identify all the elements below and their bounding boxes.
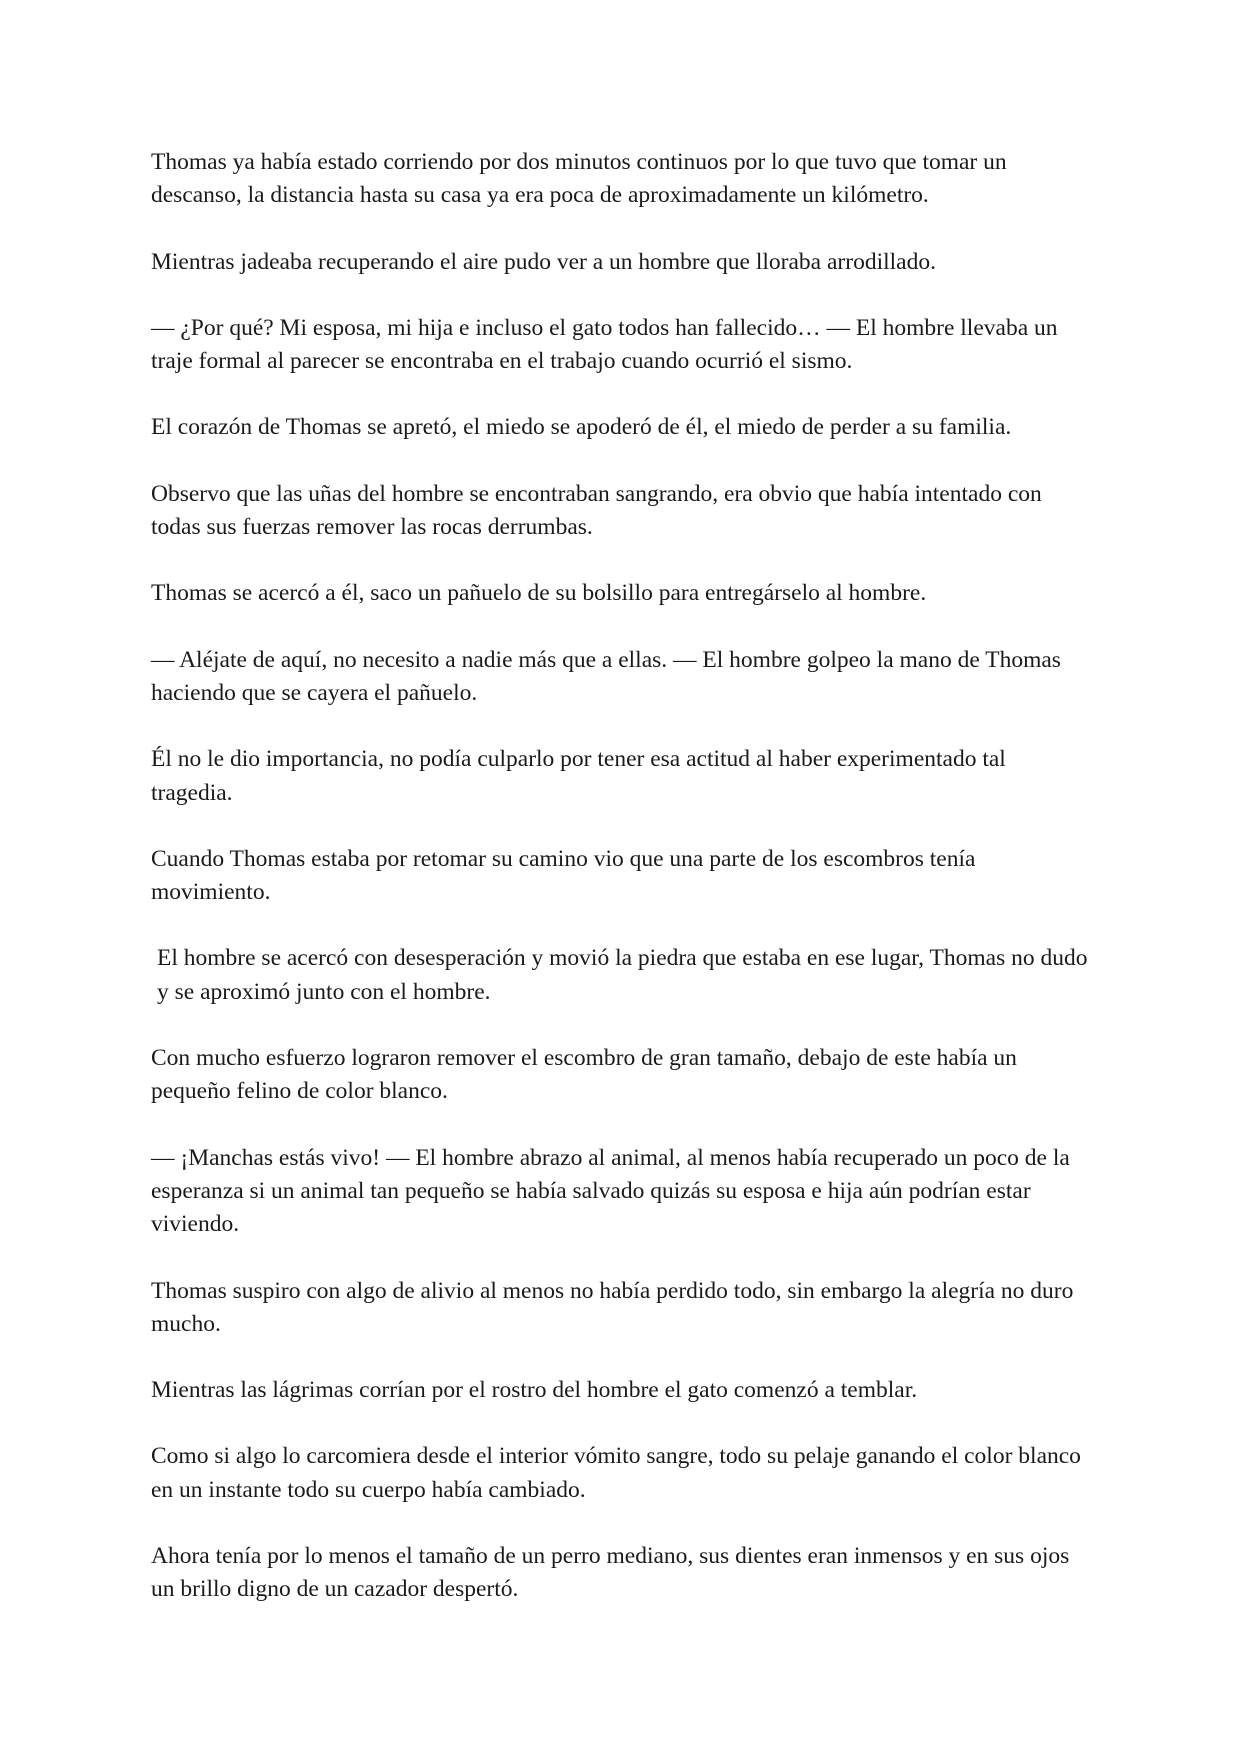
paragraph-10: El hombre se acercó con desesperación y movió la piedra que estaba en ese lugar, Thomas no dudo y se aproximó junto con el hombre.: [157, 945, 1088, 1005]
paragraph-5: Observo que las uñas del hombre se encontraban sangrando, era obvio que había intentado con todas sus fuerzas remover las rocas derrumbas.: [151, 480, 1042, 541]
paragraph-13: Thomas suspiro con algo de alivio al menos no había perdido todo, sin embargo la alegría no duro mucho.: [151, 1277, 1074, 1337]
paragraph-4: El corazón de Thomas se apretó, el miedo se apoderó de él, el miedo de perder a su familia.: [151, 414, 1012, 441]
paragraph-12: — ¡Manchas estás vivo! — El hombre abrazo al animal, al menos había recuperado un poco de la esperanza si un animal tan pequeño se había salvado quizás su esposa e hija aún podrían estar viviendo.: [151, 1144, 1070, 1238]
paragraph-9: Cuando Thomas estaba por retomar su camino vio que una parte de los escombros tenía movimiento.: [151, 845, 976, 906]
paragraph-15: Como si algo lo carcomiera desde el interior vómito sangre, todo su pelaje ganando el color blanco en un instante todo su cuerpo había cambiado.: [151, 1443, 1081, 1503]
paragraph-7: — Aléjate de aquí, no necesito a nadie más que a ellas. — El hombre golpeo la mano de Thomas haciendo que se cayera el pañuelo.: [151, 646, 1061, 706]
paragraph-3: — ¿Por qué? Mi esposa, mi hija e incluso el gato todos han fallecido… — El hombre llevaba un traje formal al parecer se encontraba en el trabajo cuando ocurrió el sismo.: [151, 314, 1058, 375]
paragraph-11: Con mucho esfuerzo lograron remover el escombro de gran tamaño, debajo de este había un pequeño felino de color blanco.: [151, 1045, 1017, 1105]
paragraph-14: Mientras las lágrimas corrían por el rostro del hombre el gato comenzó a temblar.: [151, 1377, 918, 1404]
paragraph-16: Ahora tenía por lo menos el tamaño de un perro mediano, sus dientes eran inmensos y en sus ojos un brillo digno de un cazador despertó.: [151, 1543, 1070, 1603]
paragraph-8: Él no le dio importancia, no podía culparlo por tener esa actitud al haber experimentado tal tragedia.: [151, 746, 1006, 806]
paragraph-1: Thomas ya había estado corriendo por dos minutos continuos por lo que tuvo que tomar un descanso, la distancia hasta su casa ya era poca de aproximadamente un kilómetro.: [151, 149, 1007, 209]
paragraph-2: Mientras jadeaba recuperando el aire pudo ver a un hombre que lloraba arrodillado.: [151, 248, 936, 275]
paragraph-6: Thomas se acercó a él, saco un pañuelo de su bolsillo para entregárselo al hombre.: [151, 580, 927, 607]
document-body: [151, 146, 1091, 1640]
